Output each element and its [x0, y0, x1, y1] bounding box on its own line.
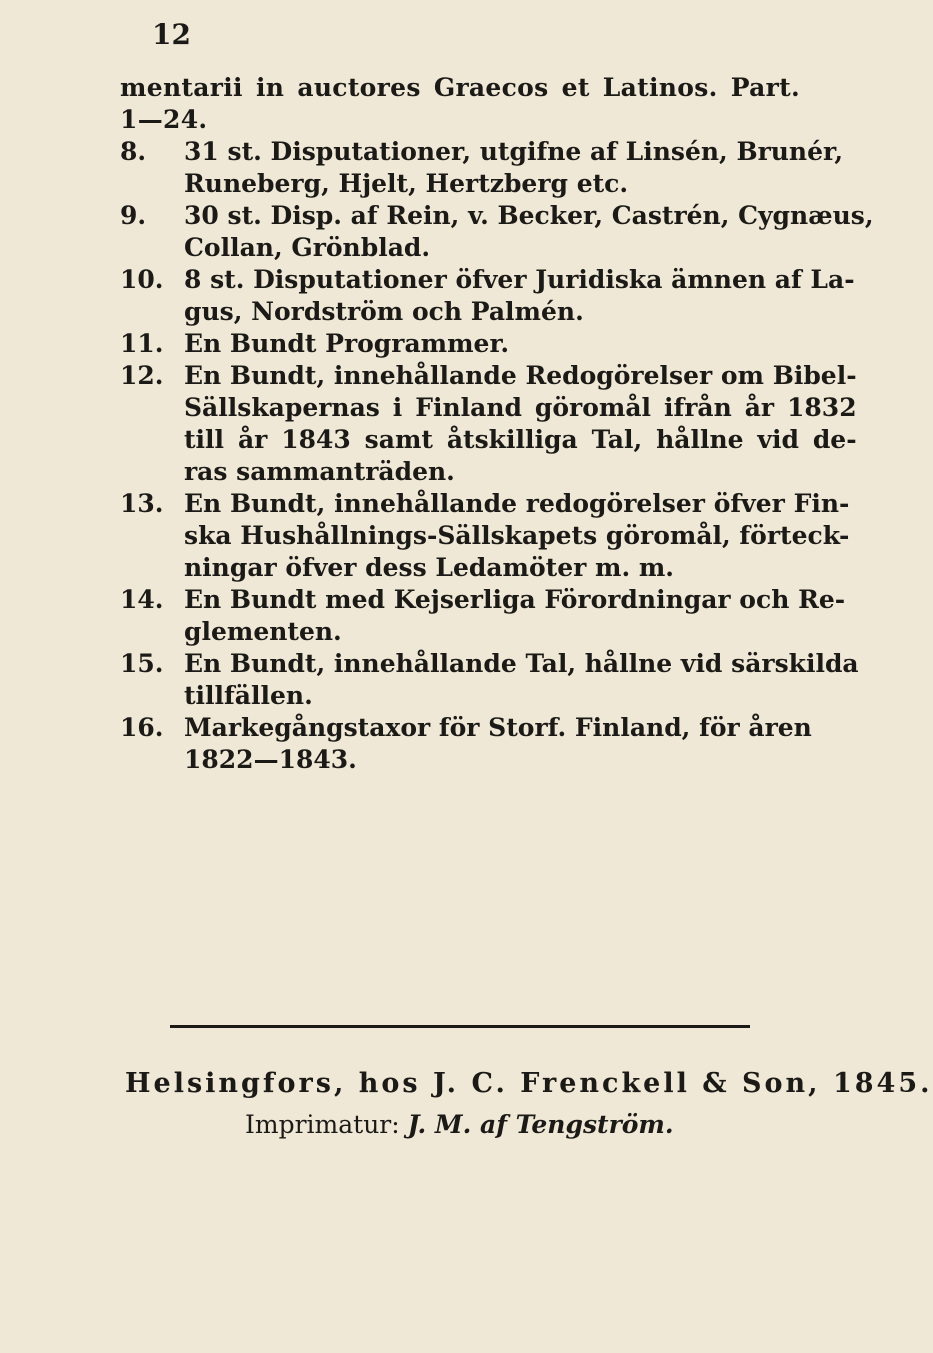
- page-number: 12: [152, 18, 191, 51]
- item-number: 15.: [120, 649, 164, 678]
- item-number: 16.: [120, 713, 164, 742]
- continuation-line: mentarii in auctores Graecos et Latinos. Part.: [120, 73, 800, 102]
- item-number: 10.: [120, 265, 164, 294]
- list-item: [120, 264, 855, 328]
- item-number: 13.: [120, 489, 164, 518]
- page-content: [120, 72, 874, 776]
- item-number: 11.: [120, 329, 164, 358]
- item-line: 31 st. Disputationer, utgifne af Linsén, Brunér,: [184, 137, 844, 166]
- item-line: En Bundt, innehållande Redogörelser om Bibel-: [184, 361, 857, 390]
- item-line: 8 st. Disputationer öfver Juridiska ämnen af La-: [184, 265, 855, 294]
- item-number: 9.: [120, 201, 147, 230]
- imprimatur-line: [245, 1110, 674, 1139]
- imprimatur-name: J. M. af Tengström.: [407, 1110, 674, 1139]
- list-item: [120, 328, 800, 360]
- item-line: till år 1843 samt åtskilliga Tal, hållne vid de-: [184, 425, 857, 454]
- item-line: ska Hushållnings-Sällskapets göromål, förteck-: [184, 521, 850, 550]
- item-line: Sällskapernas i Finland göromål ifrån år 1832: [184, 393, 857, 422]
- list-item: [120, 200, 874, 264]
- list-item: [120, 136, 844, 200]
- list-item: [120, 648, 859, 712]
- list-item: [120, 488, 850, 584]
- item-line: En Bundt Programmer.: [184, 329, 510, 358]
- item-line: 30 st. Disp. af Rein, v. Becker, Castrén, Cygnæus,: [184, 201, 874, 230]
- continuation-text: [120, 72, 800, 136]
- item-line: ras sammanträden.: [184, 457, 455, 486]
- separator-rule: [170, 1025, 750, 1028]
- item-number: 14.: [120, 585, 164, 614]
- item-line: gus, Nordström och Palmén.: [184, 297, 584, 326]
- item-line: En Bundt med Kejserliga Förordningar och Re-: [184, 585, 846, 614]
- item-line: En Bundt, innehållande Tal, hållne vid särskilda: [184, 649, 859, 678]
- item-line: En Bundt, innehållande redogörelser öfver Fin-: [184, 489, 850, 518]
- item-number: 12.: [120, 361, 164, 390]
- imprint-line: Helsingfors, hos J. C. Frenckell & Son, 1845.: [125, 1068, 933, 1099]
- item-line: Collan, Grönblad.: [184, 233, 431, 262]
- item-line: glementen.: [184, 617, 342, 646]
- list-item: [120, 712, 812, 776]
- imprimatur-label: Imprimatur:: [245, 1110, 400, 1139]
- item-line: ningar öfver dess Ledamöter m. m.: [184, 553, 675, 582]
- item-line: Markegångstaxor för Storf. Finland, för åren: [184, 713, 812, 742]
- continuation-line: 1—24.: [120, 105, 208, 134]
- item-line: Runeberg, Hjelt, Hertzberg etc.: [184, 169, 629, 198]
- list-item: [120, 360, 857, 488]
- item-line: 1822—1843.: [184, 745, 357, 774]
- list-item: [120, 584, 846, 648]
- item-line: tillfällen.: [184, 681, 313, 710]
- item-number: 8.: [120, 137, 147, 166]
